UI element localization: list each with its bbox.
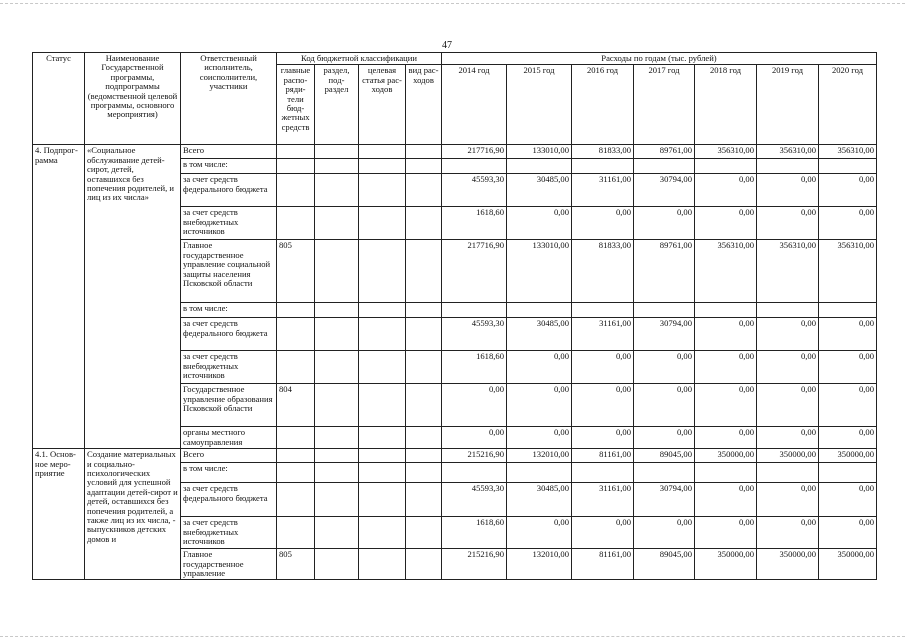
expense-value-cell: 89761,00 bbox=[634, 240, 695, 303]
expense-value-cell: 356310,00 bbox=[757, 240, 819, 303]
header-expenses: Расходы по годам (тыс. рублей) bbox=[442, 53, 877, 65]
expense-value-cell: 0,00 bbox=[695, 483, 757, 517]
budget-code-cell bbox=[406, 517, 442, 549]
header-year: 2017 год bbox=[634, 65, 695, 145]
budget-code-cell bbox=[406, 303, 442, 318]
expense-value-cell: 0,00 bbox=[507, 384, 572, 427]
expense-value-cell: 350000,00 bbox=[757, 449, 819, 463]
budget-code-cell bbox=[406, 351, 442, 384]
header-year: 2015 год bbox=[507, 65, 572, 145]
budget-code-cell bbox=[359, 240, 406, 303]
expense-value-cell: 0,00 bbox=[442, 384, 507, 427]
expense-value-cell: 0,00 bbox=[507, 351, 572, 384]
budget-code-cell bbox=[359, 517, 406, 549]
expense-value-cell: 81833,00 bbox=[572, 145, 634, 159]
expense-value-cell: 0,00 bbox=[695, 427, 757, 449]
budget-code-cell bbox=[359, 449, 406, 463]
expense-value-cell: 0,00 bbox=[819, 318, 877, 351]
header-grbs: главные распо-ряди-тели бюд-жетных средств bbox=[277, 65, 315, 145]
expense-value-cell: 89045,00 bbox=[634, 549, 695, 580]
expense-value-cell bbox=[442, 303, 507, 318]
header-year: 2020 год bbox=[819, 65, 877, 145]
expense-value-cell: 0,00 bbox=[695, 517, 757, 549]
expense-value-cell: 133010,00 bbox=[507, 145, 572, 159]
grbs-cell bbox=[277, 159, 315, 174]
expense-value-cell: 0,00 bbox=[572, 427, 634, 449]
responsible-cell: Всего bbox=[181, 145, 277, 159]
expense-value-cell: 0,00 bbox=[695, 318, 757, 351]
expense-value-cell: 350000,00 bbox=[819, 549, 877, 580]
responsible-cell: Всего bbox=[181, 449, 277, 463]
expense-value-cell: 1618,60 bbox=[442, 517, 507, 549]
expense-value-cell: 89045,00 bbox=[634, 449, 695, 463]
budget-code-cell bbox=[359, 351, 406, 384]
expense-value-cell: 0,00 bbox=[819, 207, 877, 240]
expense-value-cell: 0,00 bbox=[442, 427, 507, 449]
expense-value-cell: 0,00 bbox=[507, 427, 572, 449]
grbs-cell bbox=[277, 463, 315, 483]
responsible-cell: за счет средств федерального бюджета bbox=[181, 318, 277, 351]
expense-value-cell: 0,00 bbox=[695, 384, 757, 427]
budget-code-cell bbox=[359, 303, 406, 318]
budget-code-cell bbox=[406, 207, 442, 240]
header-vr: вид рас-ходов bbox=[406, 65, 442, 145]
expense-value-cell: 0,00 bbox=[572, 517, 634, 549]
budget-code-cell bbox=[406, 318, 442, 351]
expense-value-cell: 0,00 bbox=[757, 384, 819, 427]
header-responsible: Ответственный исполнитель, соисполнители, участники bbox=[181, 53, 277, 145]
budget-code-cell bbox=[406, 145, 442, 159]
grbs-cell bbox=[277, 427, 315, 449]
grbs-cell: 804 bbox=[277, 384, 315, 427]
table-body bbox=[33, 145, 877, 580]
expense-value-cell: 0,00 bbox=[507, 207, 572, 240]
budget-code-cell bbox=[315, 427, 359, 449]
expense-value-cell: 133010,00 bbox=[507, 240, 572, 303]
budget-code-cell bbox=[406, 463, 442, 483]
responsible-cell: за счет средств внебюджетных источников bbox=[181, 351, 277, 384]
grbs-cell bbox=[277, 517, 315, 549]
expense-value-cell: 0,00 bbox=[695, 174, 757, 207]
grbs-cell: 805 bbox=[277, 549, 315, 580]
expense-value-cell bbox=[507, 159, 572, 174]
expense-value-cell bbox=[507, 463, 572, 483]
expense-value-cell: 30794,00 bbox=[634, 483, 695, 517]
header-name: Наименование Государственной программы, подпрограммы (ведомственной целевой программы, основного мероприятия) bbox=[85, 53, 181, 145]
grbs-cell: 805 bbox=[277, 240, 315, 303]
expense-value-cell bbox=[507, 303, 572, 318]
budget-code-cell bbox=[315, 517, 359, 549]
expense-value-cell: 31161,00 bbox=[572, 174, 634, 207]
responsible-cell: Главное государственное управление социальной защиты населения Псковской области bbox=[181, 240, 277, 303]
expense-value-cell: 30485,00 bbox=[507, 483, 572, 517]
header-rzpr: раздел, под-раздел bbox=[315, 65, 359, 145]
expense-value-cell: 30794,00 bbox=[634, 174, 695, 207]
responsible-cell: Главное государственное управление bbox=[181, 549, 277, 580]
expense-value-cell: 0,00 bbox=[819, 517, 877, 549]
expense-value-cell: 0,00 bbox=[757, 427, 819, 449]
expense-value-cell: 217716,90 bbox=[442, 240, 507, 303]
expense-value-cell: 30485,00 bbox=[507, 318, 572, 351]
expense-value-cell: 1618,60 bbox=[442, 207, 507, 240]
expense-value-cell: 0,00 bbox=[819, 351, 877, 384]
expense-value-cell: 1618,60 bbox=[442, 351, 507, 384]
expense-value-cell: 81833,00 bbox=[572, 240, 634, 303]
expense-value-cell: 0,00 bbox=[757, 207, 819, 240]
expense-value-cell: 350000,00 bbox=[819, 449, 877, 463]
budget-code-cell bbox=[406, 549, 442, 580]
expense-value-cell: 215216,90 bbox=[442, 449, 507, 463]
budget-code-cell bbox=[315, 207, 359, 240]
header-csr: целевая статья рас-ходов bbox=[359, 65, 406, 145]
expense-value-cell: 350000,00 bbox=[695, 449, 757, 463]
expense-value-cell: 45593,30 bbox=[442, 318, 507, 351]
expense-value-cell: 356310,00 bbox=[695, 240, 757, 303]
budget-code-cell bbox=[315, 318, 359, 351]
expense-value-cell bbox=[634, 159, 695, 174]
budget-code-cell bbox=[359, 483, 406, 517]
grbs-cell bbox=[277, 318, 315, 351]
budget-code-cell bbox=[359, 207, 406, 240]
header-year: 2016 год bbox=[572, 65, 634, 145]
status-cell: 4.1. Основ-ное меро-приятие bbox=[33, 449, 85, 580]
expense-value-cell bbox=[695, 303, 757, 318]
program-name-cell: «Социальное обслуживание детей-сирот, детей, оставшихся без попечения родителей, и лиц из их числа» bbox=[85, 145, 181, 449]
budget-code-cell bbox=[359, 145, 406, 159]
expense-value-cell bbox=[634, 463, 695, 483]
budget-code-cell bbox=[359, 427, 406, 449]
budget-code-cell bbox=[359, 463, 406, 483]
expense-value-cell: 132010,00 bbox=[507, 449, 572, 463]
budget-code-cell bbox=[359, 174, 406, 207]
expense-value-cell bbox=[819, 159, 877, 174]
expense-value-cell bbox=[757, 463, 819, 483]
expense-value-cell: 31161,00 bbox=[572, 483, 634, 517]
expense-value-cell: 45593,30 bbox=[442, 483, 507, 517]
budget-code-cell bbox=[315, 483, 359, 517]
expense-value-cell: 45593,30 bbox=[442, 174, 507, 207]
expense-value-cell: 215216,90 bbox=[442, 549, 507, 580]
expense-value-cell: 132010,00 bbox=[507, 549, 572, 580]
header-year: 2019 год bbox=[757, 65, 819, 145]
expense-value-cell bbox=[695, 463, 757, 483]
expense-value-cell: 350000,00 bbox=[757, 549, 819, 580]
expense-value-cell bbox=[695, 159, 757, 174]
budget-code-cell bbox=[315, 351, 359, 384]
program-name-cell: Создание материальных и социально-психологических условий для успешной адаптации детей-сирот и детей, оставшихся без попечения родителей, а также лиц из их числа, - выпускников детских домов и bbox=[85, 449, 181, 580]
scan-bottom-edge bbox=[0, 636, 905, 637]
expense-value-cell bbox=[442, 159, 507, 174]
header-year: 2014 год bbox=[442, 65, 507, 145]
expense-value-cell: 89761,00 bbox=[634, 145, 695, 159]
expense-value-cell: 350000,00 bbox=[695, 549, 757, 580]
header-status: Статус bbox=[33, 53, 85, 145]
expense-value-cell: 0,00 bbox=[757, 517, 819, 549]
grbs-cell bbox=[277, 449, 315, 463]
expense-value-cell: 0,00 bbox=[507, 517, 572, 549]
grbs-cell bbox=[277, 145, 315, 159]
expense-value-cell bbox=[757, 303, 819, 318]
table-row bbox=[33, 449, 877, 463]
budget-code-cell bbox=[315, 240, 359, 303]
expense-value-cell: 0,00 bbox=[572, 384, 634, 427]
expense-value-cell: 0,00 bbox=[572, 351, 634, 384]
expense-value-cell: 0,00 bbox=[634, 517, 695, 549]
status-cell: 4. Подпрог-рамма bbox=[33, 145, 85, 449]
expense-value-cell: 30485,00 bbox=[507, 174, 572, 207]
budget-code-cell bbox=[315, 549, 359, 580]
budget-code-cell bbox=[315, 159, 359, 174]
responsible-cell: органы местного самоуправления bbox=[181, 427, 277, 449]
budget-table bbox=[32, 52, 877, 580]
expense-value-cell: 81161,00 bbox=[572, 549, 634, 580]
responsible-cell: в том числе: bbox=[181, 303, 277, 318]
expense-value-cell: 0,00 bbox=[634, 207, 695, 240]
expense-value-cell: 0,00 bbox=[634, 427, 695, 449]
budget-code-cell bbox=[406, 159, 442, 174]
page-number: 47 bbox=[442, 40, 452, 51]
budget-code-cell bbox=[406, 427, 442, 449]
budget-code-cell bbox=[359, 159, 406, 174]
expense-value-cell: 217716,90 bbox=[442, 145, 507, 159]
expense-value-cell bbox=[819, 463, 877, 483]
budget-code-cell bbox=[359, 318, 406, 351]
expense-value-cell: 0,00 bbox=[695, 351, 757, 384]
expense-value-cell: 356310,00 bbox=[819, 145, 877, 159]
grbs-cell bbox=[277, 351, 315, 384]
expense-value-cell: 0,00 bbox=[757, 174, 819, 207]
expense-value-cell bbox=[572, 463, 634, 483]
responsible-cell: за счет средств внебюджетных источников bbox=[181, 517, 277, 549]
expense-value-cell bbox=[819, 303, 877, 318]
budget-code-cell bbox=[315, 303, 359, 318]
expense-value-cell: 356310,00 bbox=[819, 240, 877, 303]
expense-value-cell: 0,00 bbox=[695, 207, 757, 240]
expense-value-cell: 30794,00 bbox=[634, 318, 695, 351]
scan-top-edge bbox=[0, 3, 905, 4]
budget-code-cell bbox=[359, 384, 406, 427]
expense-value-cell: 81161,00 bbox=[572, 449, 634, 463]
expense-value-cell: 0,00 bbox=[634, 384, 695, 427]
grbs-cell bbox=[277, 483, 315, 517]
responsible-cell: за счет средств федерального бюджета bbox=[181, 174, 277, 207]
expense-value-cell bbox=[634, 303, 695, 318]
budget-code-cell bbox=[315, 384, 359, 427]
responsible-cell: за счет средств внебюджетных источников bbox=[181, 207, 277, 240]
expense-value-cell bbox=[757, 159, 819, 174]
header-budget-code: Код бюджетной классификации bbox=[277, 53, 442, 65]
budget-code-cell bbox=[359, 549, 406, 580]
budget-code-cell bbox=[406, 449, 442, 463]
grbs-cell bbox=[277, 174, 315, 207]
expense-value-cell: 0,00 bbox=[757, 483, 819, 517]
budget-code-cell bbox=[406, 240, 442, 303]
expense-value-cell bbox=[572, 159, 634, 174]
grbs-cell bbox=[277, 207, 315, 240]
expense-value-cell: 0,00 bbox=[819, 174, 877, 207]
expense-value-cell: 0,00 bbox=[572, 207, 634, 240]
expense-value-cell: 0,00 bbox=[757, 318, 819, 351]
expense-value-cell: 0,00 bbox=[819, 483, 877, 517]
expense-value-cell bbox=[572, 303, 634, 318]
expense-value-cell: 356310,00 bbox=[695, 145, 757, 159]
budget-code-cell bbox=[315, 463, 359, 483]
responsible-cell: в том числе: bbox=[181, 463, 277, 483]
expense-value-cell bbox=[442, 463, 507, 483]
budget-code-cell bbox=[406, 384, 442, 427]
responsible-cell: за счет средств федерального бюджета bbox=[181, 483, 277, 517]
expense-value-cell: 0,00 bbox=[634, 351, 695, 384]
grbs-cell bbox=[277, 303, 315, 318]
budget-code-cell bbox=[315, 174, 359, 207]
expense-value-cell: 356310,00 bbox=[757, 145, 819, 159]
table-header bbox=[33, 53, 877, 145]
expense-value-cell: 0,00 bbox=[819, 384, 877, 427]
budget-code-cell bbox=[315, 145, 359, 159]
expense-value-cell: 0,00 bbox=[819, 427, 877, 449]
budget-code-cell bbox=[406, 483, 442, 517]
budget-code-cell bbox=[406, 174, 442, 207]
table-row bbox=[33, 145, 877, 159]
header-year: 2018 год bbox=[695, 65, 757, 145]
responsible-cell: Государственное управление образования Псковской области bbox=[181, 384, 277, 427]
budget-code-cell bbox=[315, 449, 359, 463]
expense-value-cell: 0,00 bbox=[757, 351, 819, 384]
expense-value-cell: 31161,00 bbox=[572, 318, 634, 351]
responsible-cell: в том числе: bbox=[181, 159, 277, 174]
